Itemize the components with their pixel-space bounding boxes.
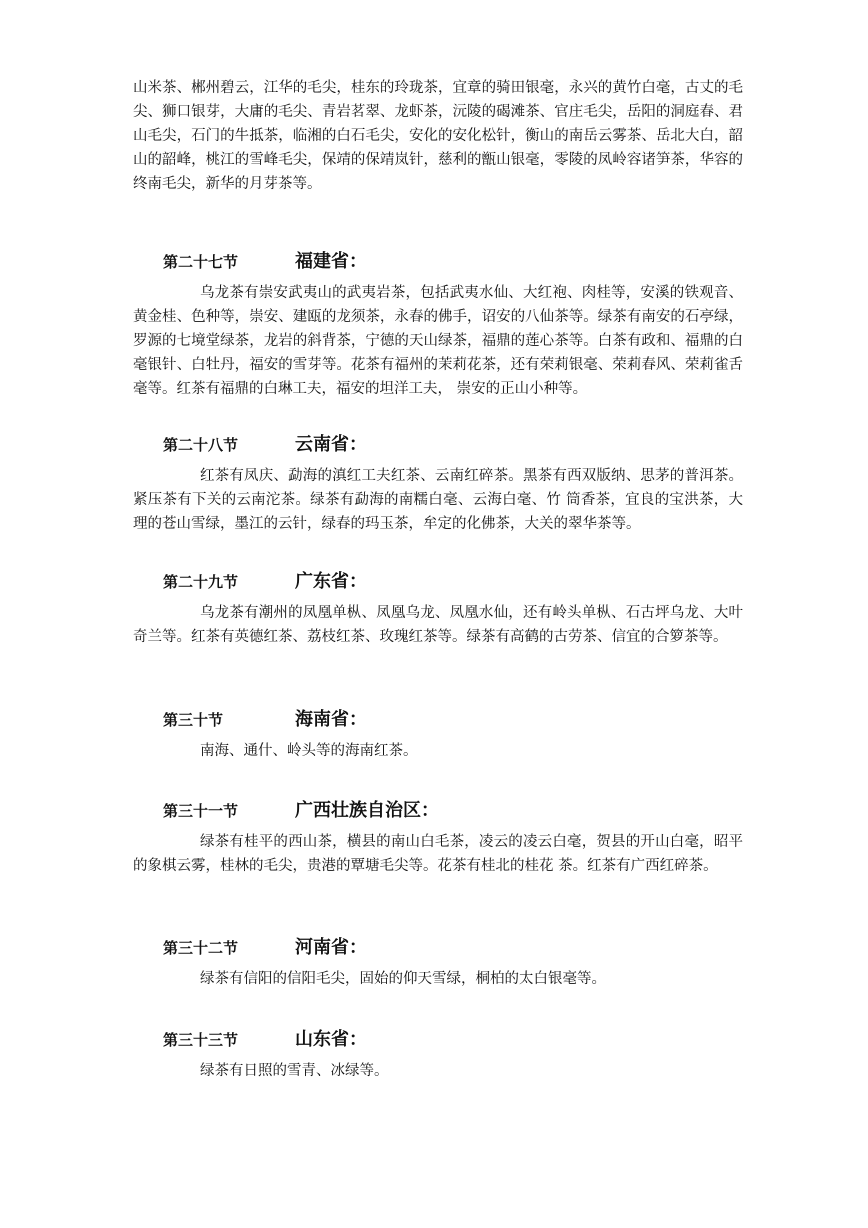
section-33 — [133, 1025, 743, 1083]
section-heading — [133, 1025, 743, 1051]
section-32 — [133, 933, 743, 991]
section-31 — [133, 796, 743, 878]
intro-paragraph: 山米茶、郴州碧云，江华的毛尖，桂东的玲珑茶，宜章的骑田银毫，永兴的黄竹白毫，古丈的毛尖、狮口银芽，大庸的毛尖、青岩茗翠、龙虾茶，沅陵的碣滩茶、官庄毛尖，岳阳的洞庭春、君山毛尖，石门的牛抵茶，临湘的白石毛尖，安化的安化松针，衡山的南岳云雾茶、岳北大白，韶山的韶峰，桃江的雪峰毛尖，保靖的保靖岚针，慈利的甑山银毫，零陵的凤岭容诸笋茶，华容的终南毛尖，新华的月芽茶等。 — [133, 80, 743, 192]
section-number: 第三十节 — [163, 711, 224, 729]
section-body: 南海、通什、岭头等的海南红茶。 — [200, 743, 418, 759]
section-title: 福建省： — [295, 251, 367, 272]
section-body: 绿茶有日照的雪青、冰绿等。 — [200, 1063, 389, 1079]
section-heading — [133, 430, 743, 456]
section-body: 绿茶有信阳的信阳毛尖，固始的仰天雪绿，桐柏的太白银毫等。 — [200, 971, 606, 987]
section-body: 红茶有凤庆、勐海的滇红工夫红茶、云南红碎茶。黑茶有西双版纳、思茅的普洱茶。紧压茶有下关的云南沱茶。绿茶有勐海的南糯白毫、云海白毫、竹 筒香茶，宜良的宝洪茶，大理的苍山雪绿，墨江的云针，绿春的玛玉茶，牟定的化佛茶，大关的翠华茶等。 — [133, 468, 743, 532]
section-29 — [133, 567, 743, 649]
section-body: 绿茶有桂平的西山茶，横县的南山白毛茶，凌云的凌云白毫，贺县的开山白毫，昭平的象棋云雾，桂林的毛尖，贵港的覃塘毛尖等。花茶有桂北的桂花 茶。红茶有广西红碎茶。 — [133, 834, 743, 874]
section-number: 第三十三节 — [163, 1031, 239, 1049]
section-number: 第二十七节 — [163, 253, 239, 271]
section-title: 云南省： — [295, 434, 367, 455]
section-body: 乌龙茶有潮州的凤凰单枞、凤凰乌龙、凤凰水仙，还有岭头单枞、石古坪乌龙、大叶奇兰等。红茶有英德红茶、荔枝红茶、玫瑰红茶等。绿茶有高鹤的古劳茶、信宜的合箩茶等。 — [133, 605, 743, 645]
section-title: 河南省： — [295, 937, 367, 958]
section-28 — [133, 430, 743, 536]
section-number: 第三十一节 — [163, 802, 239, 820]
section-title: 广西壮族自治区： — [295, 800, 439, 821]
section-title: 海南省： — [295, 709, 367, 730]
section-heading — [133, 567, 743, 593]
section-number: 第三十二节 — [163, 939, 239, 957]
section-number: 第二十九节 — [163, 573, 239, 591]
section-heading — [133, 796, 743, 822]
section-heading — [133, 933, 743, 959]
section-title: 广东省： — [295, 571, 367, 592]
section-27 — [133, 247, 743, 401]
section-title: 山东省： — [295, 1029, 367, 1050]
section-heading — [133, 247, 743, 273]
section-body: 乌龙茶有崇安武夷山的武夷岩茶，包括武夷水仙、大红袍、肉桂等，安溪的铁观音、黄金桂、色种等，崇安、建瓯的龙须茶，永春的佛手，诏安的八仙茶等。绿茶有南安的石亭绿，罗源的七境堂绿茶，龙岩的斜背茶，宁德的天山绿茶，福鼎的莲心茶等。白茶有政和、福鼎的白毫银针、白牡丹，福安的雪芽等。花茶有福州的茉莉花茶，还有荣莉银毫、荣莉春风、荣莉雀舌毫等。红茶有福鼎的白琳工夫，福安的坦洋工夫， 崇安的正山小种等。 — [133, 285, 743, 397]
section-heading — [133, 705, 743, 731]
section-30 — [133, 705, 743, 763]
section-number: 第二十八节 — [163, 436, 239, 454]
